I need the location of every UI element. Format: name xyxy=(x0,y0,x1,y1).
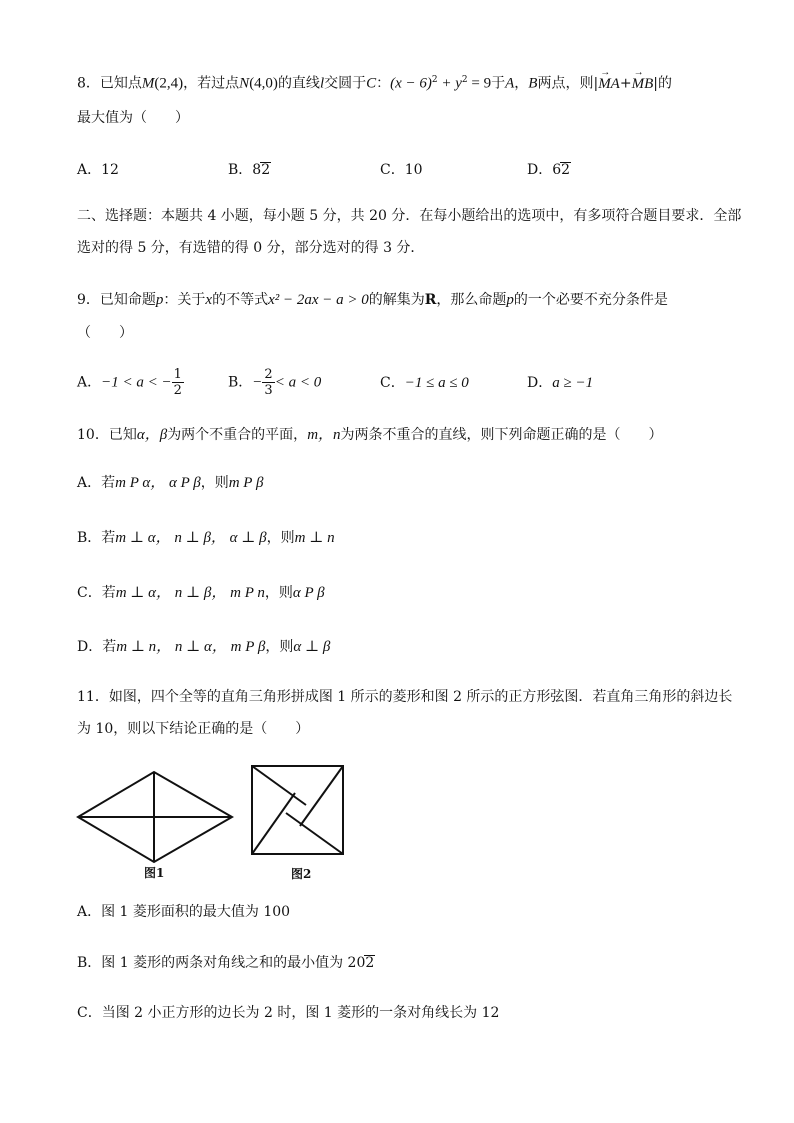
sqrt-radicand: 2 xyxy=(561,162,571,178)
sqrt-radicand: 2 xyxy=(261,162,271,178)
q8-option-b xyxy=(228,160,271,180)
figure-2-caption: 图2 xyxy=(291,867,312,881)
q10-option-b xyxy=(77,528,335,548)
circle-eq-exp2: 2 xyxy=(461,75,468,85)
q10-b-math: m ⊥ α， n ⊥ β， α ⊥ β xyxy=(115,530,267,546)
fraction-den: 2 xyxy=(173,383,182,398)
q9-option-c-label: C． xyxy=(380,375,405,391)
figure-2-square xyxy=(250,764,346,858)
q10-a-math: m P α， α P β xyxy=(115,475,201,491)
fraction-num: 2 xyxy=(264,367,273,382)
circle-c: C xyxy=(366,75,377,92)
q8-prefix: 8．已知点 xyxy=(77,75,142,92)
point-m-coords: (2,4) xyxy=(154,75,184,92)
q9-p: p xyxy=(155,292,164,308)
q9-line1 xyxy=(77,290,668,310)
q10-b-mid: ，则 xyxy=(266,530,295,546)
q11-line1: 11．如图，四个全等的直角三角形拼成图 1 所示的菱形和图 2 所示的正方形弦图．若直角三角形的斜边长 xyxy=(77,689,733,705)
q10-d-math: m ⊥ n， n ⊥ α， m P β xyxy=(116,639,266,655)
q8-option-d-label: D．6 xyxy=(527,162,562,178)
q9-option-a-label: A． xyxy=(77,374,102,391)
q10-text2: 为两个不重合的平面， xyxy=(167,427,308,443)
q9-line2: （ ） xyxy=(77,325,133,341)
circle-eq-rhs: = 9 xyxy=(467,75,492,92)
point-a: A xyxy=(505,75,515,92)
q10-d-pre: D．若 xyxy=(77,639,117,655)
vector-ma: → MA xyxy=(598,74,620,94)
q9-option-b-label: B． xyxy=(228,374,253,391)
q9-option-b-math: < a < 0 xyxy=(274,374,322,391)
circle-eq-exp1: 2 xyxy=(431,75,438,85)
q11-option-b-text: B．图 1 菱形的两条对角线之和的最小值为 20 xyxy=(77,955,366,971)
q8-text7: 两点，则| xyxy=(537,75,599,92)
q10-prefix: 10．已知 xyxy=(77,427,137,443)
q10-b-res: m ⊥ n xyxy=(294,530,335,546)
q8-plus: + xyxy=(619,75,632,92)
circle-eq-plus: + y xyxy=(437,75,462,92)
point-b: B xyxy=(528,75,538,92)
triangle-edge-1 xyxy=(252,766,306,805)
q9-text5: ，那么命题 xyxy=(436,292,507,308)
q9-option-d-label: D． xyxy=(527,375,553,391)
q9-option-a-math: −1 < a < − xyxy=(101,374,172,391)
q8-text2: ，若过点 xyxy=(183,75,240,92)
triangle-edge-3 xyxy=(286,813,343,854)
q10-c-math: m ⊥ α， n ⊥ β， m P n xyxy=(115,585,265,601)
q10-a-mid: ，则 xyxy=(200,475,229,491)
q11-option-a: A．图 1 菱形面积的最大值为 100 xyxy=(77,904,291,920)
q9-prefix: 9．已知命题 xyxy=(77,292,156,308)
point-n: N xyxy=(239,75,250,92)
q10-c-res: α P β xyxy=(292,585,325,601)
q9-option-c-math: −1 ≤ a ≤ 0 xyxy=(404,375,469,391)
q10-line1 xyxy=(77,425,663,445)
section2-line1: 二、选择题：本题共 4 小题，每小题 5 分，共 20 分．在每小题给出的选项中，有多项符合题目要求．全部 xyxy=(77,208,742,224)
q9-text4: 的解集为 xyxy=(368,292,425,308)
q8-option-d xyxy=(527,160,571,180)
q10-planes: α，β xyxy=(136,427,168,443)
q8-text5: ： xyxy=(376,75,391,92)
q10-option-d xyxy=(77,637,330,657)
q9-option-d xyxy=(527,373,593,393)
triangle-edge-2 xyxy=(300,766,343,826)
circle-eq-lhs: (x − 6) xyxy=(390,75,432,92)
fraction-den: 3 xyxy=(264,383,273,398)
q10-b-pre: B．若 xyxy=(77,530,116,546)
sqrt-radicand: 2 xyxy=(365,955,375,971)
q9-p2: p xyxy=(506,292,514,308)
q10-d-res: α ⊥ β xyxy=(293,639,331,655)
q8-option-a: A．12 xyxy=(77,162,119,178)
q10-option-a xyxy=(77,473,263,493)
q10-d-mid: ，则 xyxy=(265,639,294,655)
q9-option-b xyxy=(228,367,321,398)
q9-option-d-math: a ≥ −1 xyxy=(552,375,594,391)
q8-comma: ， xyxy=(514,75,529,92)
vector-mb: → MB xyxy=(632,74,654,94)
q8-line2: 最大值为（ ） xyxy=(77,110,189,126)
q9-option-a xyxy=(77,367,184,398)
q10-text3: 为两条不重合的直线，则下列命题正确的是（ ） xyxy=(340,427,663,443)
point-n-coords: (4,0) xyxy=(249,75,278,92)
section2-line2: 选对的得 5 分，有选错的得 0 分，部分选对的得 3 分． xyxy=(77,240,425,256)
q9-x: x xyxy=(205,292,213,308)
line-l: l xyxy=(319,75,325,92)
q11-line2: 为 10，则以下结论正确的是（ ） xyxy=(77,721,310,737)
outer-square xyxy=(252,766,343,854)
q8-option-c: C．10 xyxy=(380,162,423,178)
point-m: M xyxy=(141,75,155,92)
q10-lines: m，n xyxy=(307,427,341,443)
q11-option-c: C．当图 2 小正方形的边长为 2 时，图 1 菱形的一条对角线长为 12 xyxy=(77,1005,500,1021)
triangle-edge-4 xyxy=(252,793,295,854)
q9-inequality: x² − 2ax − a > 0 xyxy=(268,292,369,308)
figure-1-caption: 图1 xyxy=(144,866,165,880)
q10-a-pre: A．若 xyxy=(77,475,116,491)
figure-1-rhombus xyxy=(76,770,236,870)
q10-option-c xyxy=(77,583,325,603)
q11-option-b xyxy=(77,953,375,973)
q8-text8: |的 xyxy=(653,75,672,92)
fraction xyxy=(172,367,184,398)
q9-text6: 的一个必要不充分条件是 xyxy=(513,292,668,308)
q9-option-b-minus: − xyxy=(252,374,263,391)
q8-line1 xyxy=(77,70,672,94)
fraction-num: 1 xyxy=(173,367,182,382)
q9-text3: 的不等式 xyxy=(212,292,269,308)
q10-c-pre: C．若 xyxy=(77,585,116,601)
q10-a-res: m P β xyxy=(228,475,264,491)
q8-text6: 于 xyxy=(491,75,506,92)
fraction xyxy=(262,367,274,398)
q9-text2: ：关于 xyxy=(163,292,206,308)
q8-text3: 的直线 xyxy=(277,75,320,92)
q9-option-c xyxy=(380,373,469,393)
q8-option-b-label: B．8 xyxy=(228,162,262,178)
q9-real-set: R xyxy=(424,292,437,308)
q8-text4: 交圆于 xyxy=(324,75,367,92)
q10-c-mid: ，则 xyxy=(264,585,293,601)
